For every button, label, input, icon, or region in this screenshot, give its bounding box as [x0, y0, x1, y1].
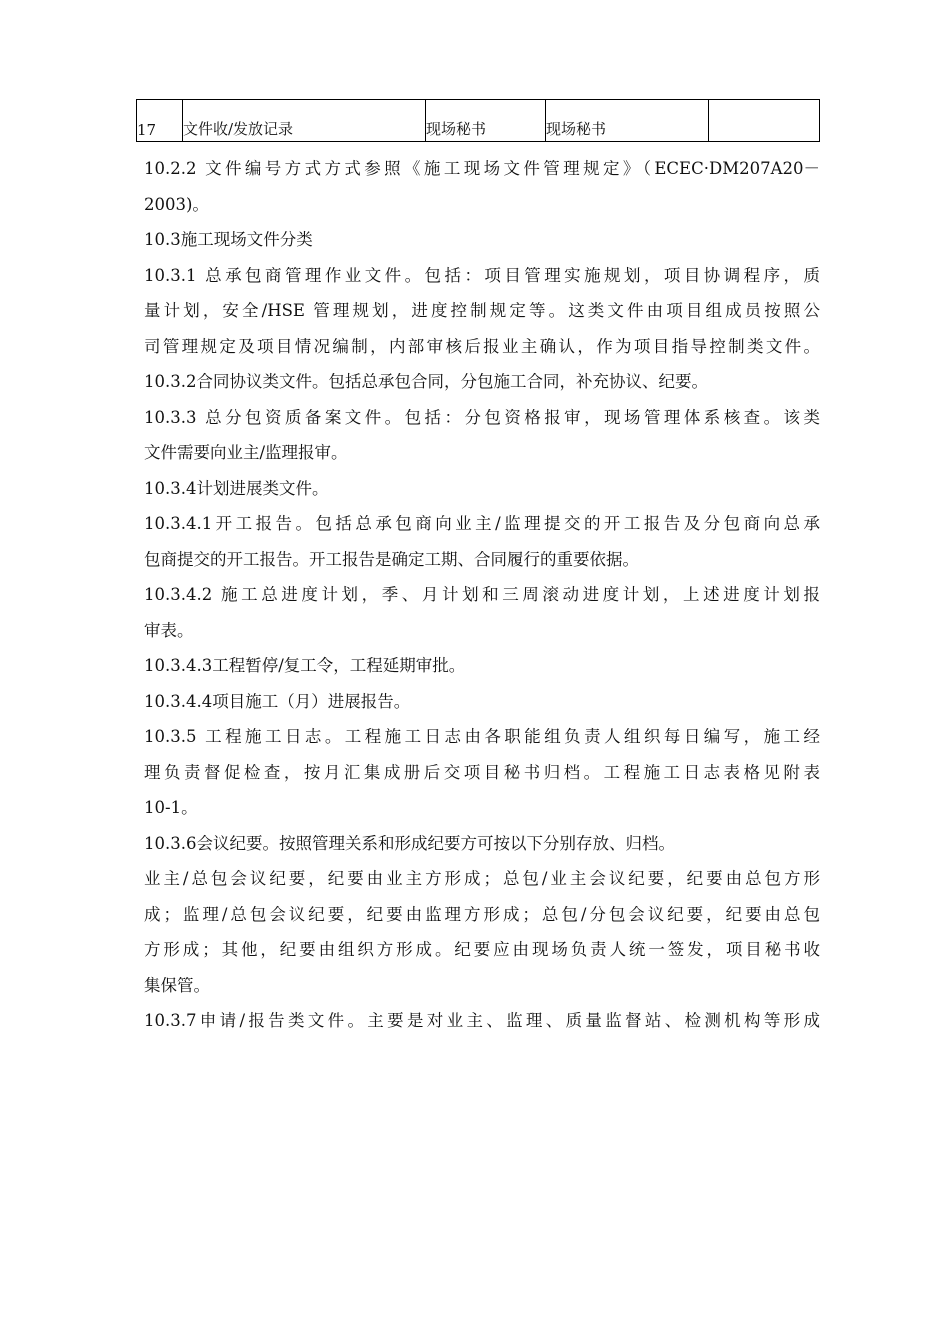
row-number-cell: 17: [137, 100, 183, 142]
text-line: 成；监理/总包会议纪要，纪要由监理方形成；总包/分包会议纪要，纪要由总包: [144, 904, 820, 924]
text-line: 10.3.5 工程施工日志。工程施工日志由各职能组负责人组织每日编写，施工经: [144, 727, 820, 746]
text-line: 方形成；其他，纪要由组织方形成。纪要应由现场负责人统一签发，项目秘书收: [144, 940, 820, 959]
text-line: 集保管。: [144, 975, 210, 995]
text-line: 10.3.4.3工程暂停/复工令，工程延期审批。: [144, 656, 466, 675]
text-line: 理负责督促检查，按月汇集成册后交项目秘书归档。工程施工日志表格见附表: [144, 762, 820, 782]
document-body: [144, 151, 820, 1039]
text-line: 10.2.2 文件编号方式方式参照《施工现场文件管理规定》（ECEC·DM207A20－: [144, 159, 820, 178]
document-name-cell: 文件收/发放记录: [183, 100, 426, 142]
table-row: [137, 100, 820, 142]
text-line: 10.3.4.4项目施工（月）进展报告。: [144, 691, 411, 711]
file-record-table: [136, 99, 820, 142]
text-line: 审表。: [144, 620, 194, 640]
text-line: 10.3.6会议纪要。按照管理关系和形成纪要方可按以下分别存放、归档。: [144, 833, 675, 853]
text-line: 业主/总包会议纪要，纪要由业主方形成；总包/业主会议纪要，纪要由总包方形: [144, 869, 820, 888]
text-line: 10.3.2合同协议类文件。包括总承包合同，分包施工合同，补充协议、纪要。: [144, 372, 708, 391]
responsible-cell: 现场秘书: [426, 100, 546, 142]
text-line: 10.3.3 总分包资质备案文件。包括：分包资格报审，现场管理体系核查。该类: [144, 407, 820, 427]
text-line: 10.3.1 总承包商管理作业文件。包括：项目管理实施规划，项目协调程序，质: [144, 265, 820, 285]
text-line: 文件需要向业主/监理报审。: [144, 443, 348, 462]
text-line: 10.3.4.1开工报告。包括总承包商向业主/监理提交的开工报告及分包商向总承: [144, 514, 820, 533]
text-line: 量计划，安全/HSE 管理规划，进度控制规定等。这类文件由项目组成员按照公: [144, 301, 820, 320]
text-line: 2003)。: [144, 194, 209, 214]
text-line: 10.3.4计划进展类文件。: [144, 478, 329, 498]
section-heading: 10.3施工现场文件分类: [144, 230, 313, 249]
text-line: 10.3.7申请/报告类文件。主要是对业主、监理、质量监督站、检测机构等形成: [144, 1011, 820, 1030]
text-line: 包商提交的开工报告。开工报告是确定工期、合同履行的重要依据。: [144, 549, 639, 569]
text-line: 10-1。: [144, 798, 198, 817]
keeper-cell: 现场秘书: [546, 100, 709, 142]
remarks-cell: [709, 100, 820, 142]
text-line: 司管理规定及项目情况编制，内部审核后报业主确认，作为项目指导控制类文件。: [144, 336, 820, 356]
text-line: 10.3.4.2 施工总进度计划，季、月计划和三周滚动进度计划，上述进度计划报: [144, 585, 820, 604]
